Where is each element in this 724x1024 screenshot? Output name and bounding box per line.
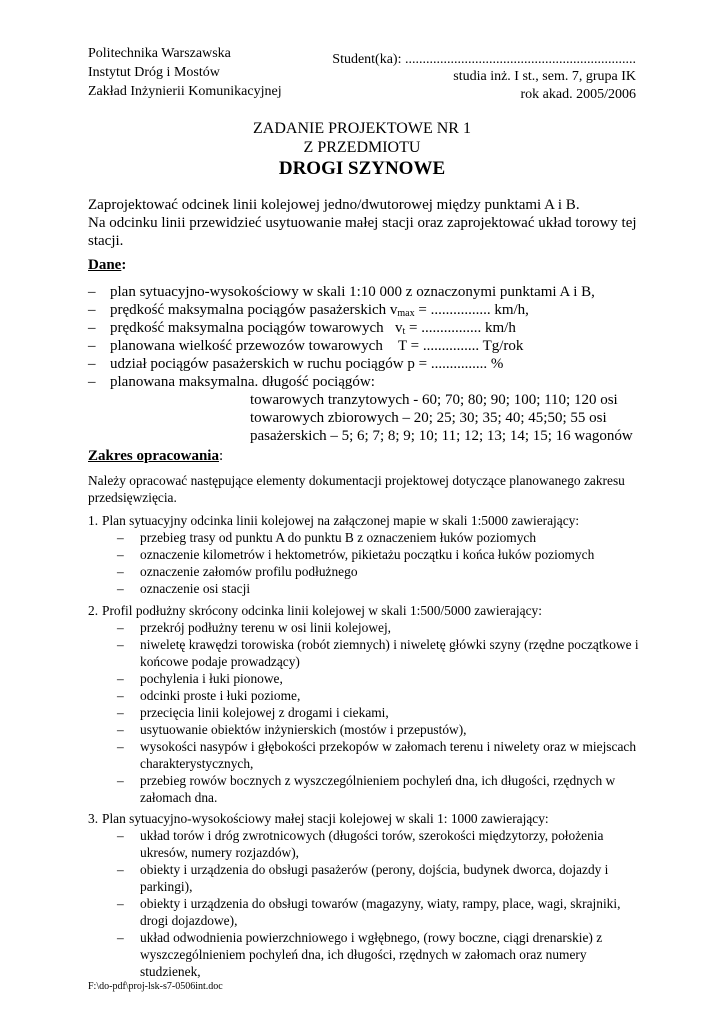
list-item: – obiekty i urządzenia do obsługi towarów (magazyny, wiaty, rampy, place, wagi, skrajniki,	[117, 896, 621, 911]
list-item: – odcinki proste i łuki poziome,	[117, 688, 301, 703]
list-item-cont: załomach dna.	[140, 790, 218, 805]
list-item: – układ torów i dróg zwrotnicowych (długości torów, szerokości międzytorzy, położenia	[117, 828, 604, 843]
dane-item: – prędkość maksymalna pociągów pasażerskich $v_{max}$ = ................ km/h,	[88, 302, 529, 319]
file-path-footer: F:\do-pdf\proj-lsk-s7-0506int.doc	[88, 981, 223, 992]
list-item-cont: końcowe podaje prowadzący)	[140, 654, 300, 669]
dane-item: – planowana maksymalna. długość pociągów:	[88, 374, 375, 390]
dane-item: – planowana wielkość przewozów towarowych T = ............... Tg/rok	[88, 338, 524, 354]
list-item-cont: ukresów, numery rozjazdów),	[140, 845, 300, 860]
student-label: Student(ka): ..................................................................	[332, 52, 636, 67]
institution-line-1: Politechnika Warszawska	[88, 46, 231, 61]
dane-heading: Dane:	[88, 257, 127, 273]
academic-year: rok akad. 2005/2006	[520, 87, 636, 102]
train-length-line: towarowych zbiorowych – 20; 25; 30; 35; 40; 45;50; 55 osi	[250, 410, 607, 426]
list-item: – oznaczenie osi stacji	[117, 581, 251, 596]
intro-line-1: Zaprojektować odcinek linii kolejowej jedno/dwutorowej między punktami A i B.	[88, 197, 580, 213]
dane-item: – udział pociągów pasażerskich w ruchu pociągów p = ............... %	[88, 356, 504, 372]
list-item-cont: drogi dojazdowe),	[140, 913, 238, 928]
zakres-intro-1: Należy opracować następujące elementy dokumentacji projektowej dotyczące planowanego zakresu	[88, 473, 625, 488]
section-3-title: 3. Plan sytuacyjno-wysokościowy małej stacji kolejowej w skali 1: 1000 zawierający:	[88, 811, 549, 826]
page-title: DROGI SZYNOWE	[278, 158, 446, 179]
train-length-line: towarowych tranzytowych - 60; 70; 80; 90; 100; 110; 120 osi	[250, 392, 618, 408]
list-item: – przekrój podłużny terenu w osi linii kolejowej,	[117, 620, 392, 635]
list-item: – usytuowanie obiektów inżynierskich (mostów i przepustów),	[117, 722, 467, 737]
zakres-intro-2: przedsięwzięcia.	[88, 490, 177, 505]
list-item: – przebieg trasy od punktu A do punktu B z oznaczeniem łuków poziomych	[117, 530, 537, 545]
list-item: – pochylenia i łuki pionowe,	[117, 671, 283, 686]
list-item: – przebieg rowów bocznych z wyszczególnieniem pochyleń dna, ich długości, rzędnych w	[117, 773, 616, 788]
list-item: – niweletę krawędzi torowiska (robót ziemnych) i niweletę główki szyny (rzędne początkowe i	[117, 637, 639, 652]
intro-line-2: Na odcinku linii przewidzieć usytuowanie małej stacji oraz zaprojektować układ torowy tej	[88, 215, 637, 231]
title-line-2: Z PRZEDMIOTU	[303, 139, 421, 156]
list-item-cont: wyszczególnieniem pochyleń dna, ich długości, rzędnych w załomach oraz numery	[140, 947, 587, 962]
zakres-heading: Zakres opracowania:	[88, 448, 224, 464]
dane-item: – prędkość maksymalna pociągów towarowych $v_t$ = ................ km/h	[88, 320, 516, 337]
list-item: – układ odwodnienia powierzchniowego i wgłębnego, (rowy boczne, ciągi drenarskie) z	[117, 930, 603, 945]
list-item: – wysokości nasypów i głębokości przekopów w załomach terenu i niwelety oraz w miejscach	[117, 739, 637, 754]
list-item-cont: charakterystycznych,	[140, 756, 254, 771]
list-item: – oznaczenie kilometrów i hektometrów, pikietażu początku i końca łuków poziomych	[117, 547, 595, 562]
institution-line-2: Instytut Dróg i Mostów	[88, 65, 220, 80]
list-item: – obiekty i urządzenia do obsługi pasażerów (perony, dojścia, budynek dworca, dojazdy i	[117, 862, 609, 877]
institution-line-3: Zakład Inżynierii Komunikacyjnej	[88, 84, 282, 99]
list-item: – oznaczenie załomów profilu podłużnego	[117, 564, 358, 579]
list-item-cont: parkingi),	[140, 879, 193, 894]
dane-item: – plan sytuacyjno-wysokościowy w skali 1:10 000 z oznaczonymi punktami A i B,	[88, 284, 595, 300]
list-item: – przecięcia linii kolejowej z drogami i ciekami,	[117, 705, 389, 720]
section-2-title: 2. Profil podłużny skrócony odcinka linii kolejowej w skali 1:500/5000 zawierający:	[88, 603, 542, 618]
section-1-title: 1. Plan sytuacyjny odcinka linii kolejowej na załączonej mapie w skali 1:5000 zawierający:	[88, 513, 580, 528]
studies-info: studia inż. I st., sem. 7, grupa IK	[453, 69, 636, 84]
title-line-1: ZADANIE PROJEKTOWE NR 1	[253, 120, 471, 137]
list-item-cont: studzienek,	[140, 964, 201, 979]
intro-line-3: stacji.	[88, 233, 124, 249]
train-length-line: pasażerskich – 5; 6; 7; 8; 9; 10; 11; 12; 13; 14; 15; 16 wagonów	[250, 428, 633, 444]
